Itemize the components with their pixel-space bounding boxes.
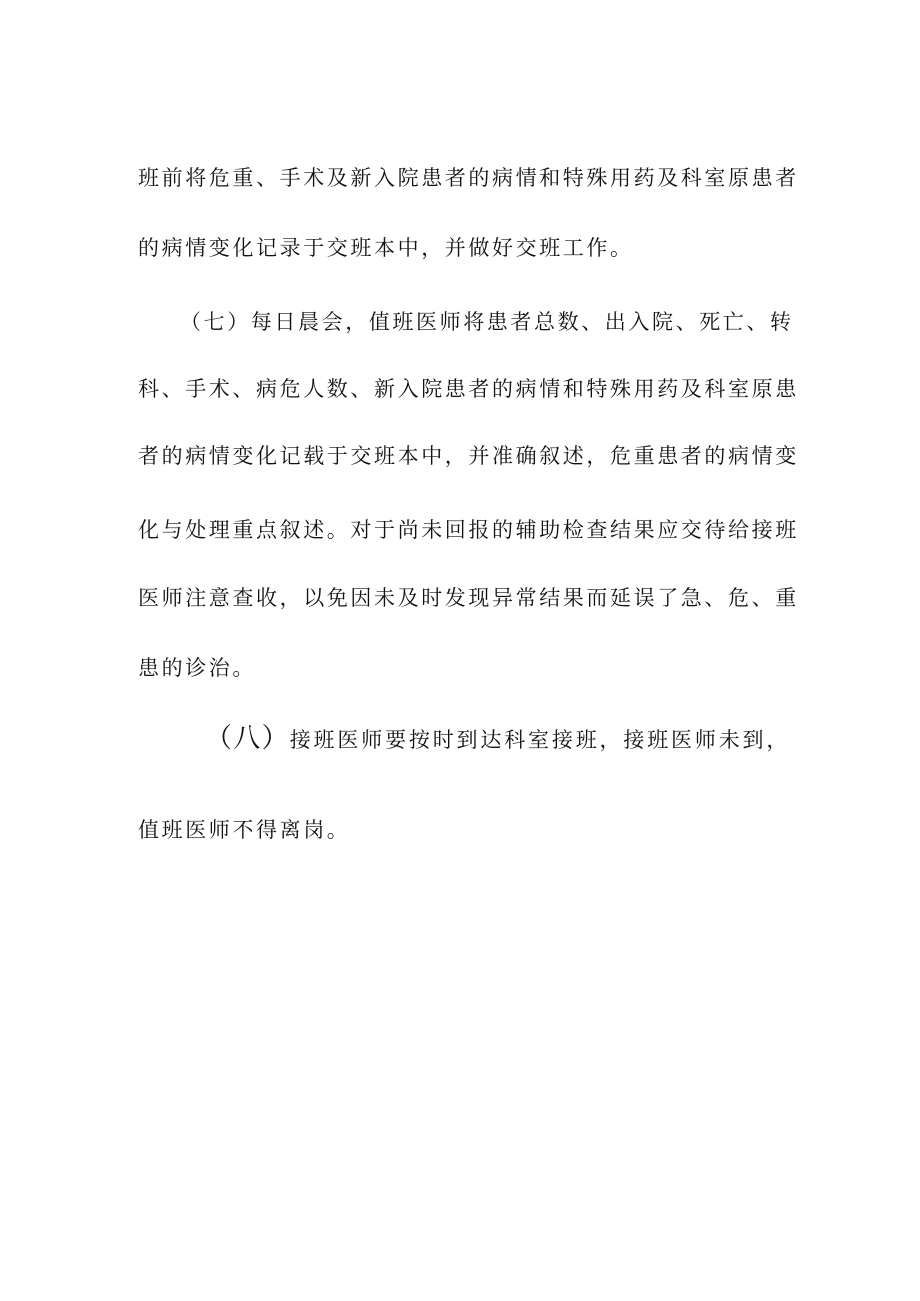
section-number: （八） xyxy=(205,723,290,754)
text-line: （七）每日晨会，值班医师将患者总数、出入院、死亡、转 xyxy=(180,310,794,334)
text-line: 医师注意查收，以免因未及时发现异常结果而延误了急、危、重 xyxy=(138,586,799,610)
text-line: 科、手术、病危人数、新入院患者的病情和特殊用药及科室原患 xyxy=(138,377,799,401)
text-line: 患的诊治。 xyxy=(138,656,256,680)
text-line: 化与处理重点叙述。对于尚未回报的辅助检查结果应交待给接班 xyxy=(138,518,799,542)
text-segment: 接班医师要按时到达科室接班，接班医师未到， xyxy=(289,728,790,752)
text-line: 值班医师不得离岗。 xyxy=(138,818,351,842)
text-line: 班前将危重、手术及新入院患者的病情和特殊用药及科室原患者 xyxy=(138,166,799,190)
text-line: 的病情变化记录于交班本中，并做好交班工作。 xyxy=(138,236,634,260)
text-line: 者的病情变化记载于交班本中，并准确叙述，危重患者的病情变 xyxy=(138,444,799,468)
text-line xyxy=(205,724,790,755)
